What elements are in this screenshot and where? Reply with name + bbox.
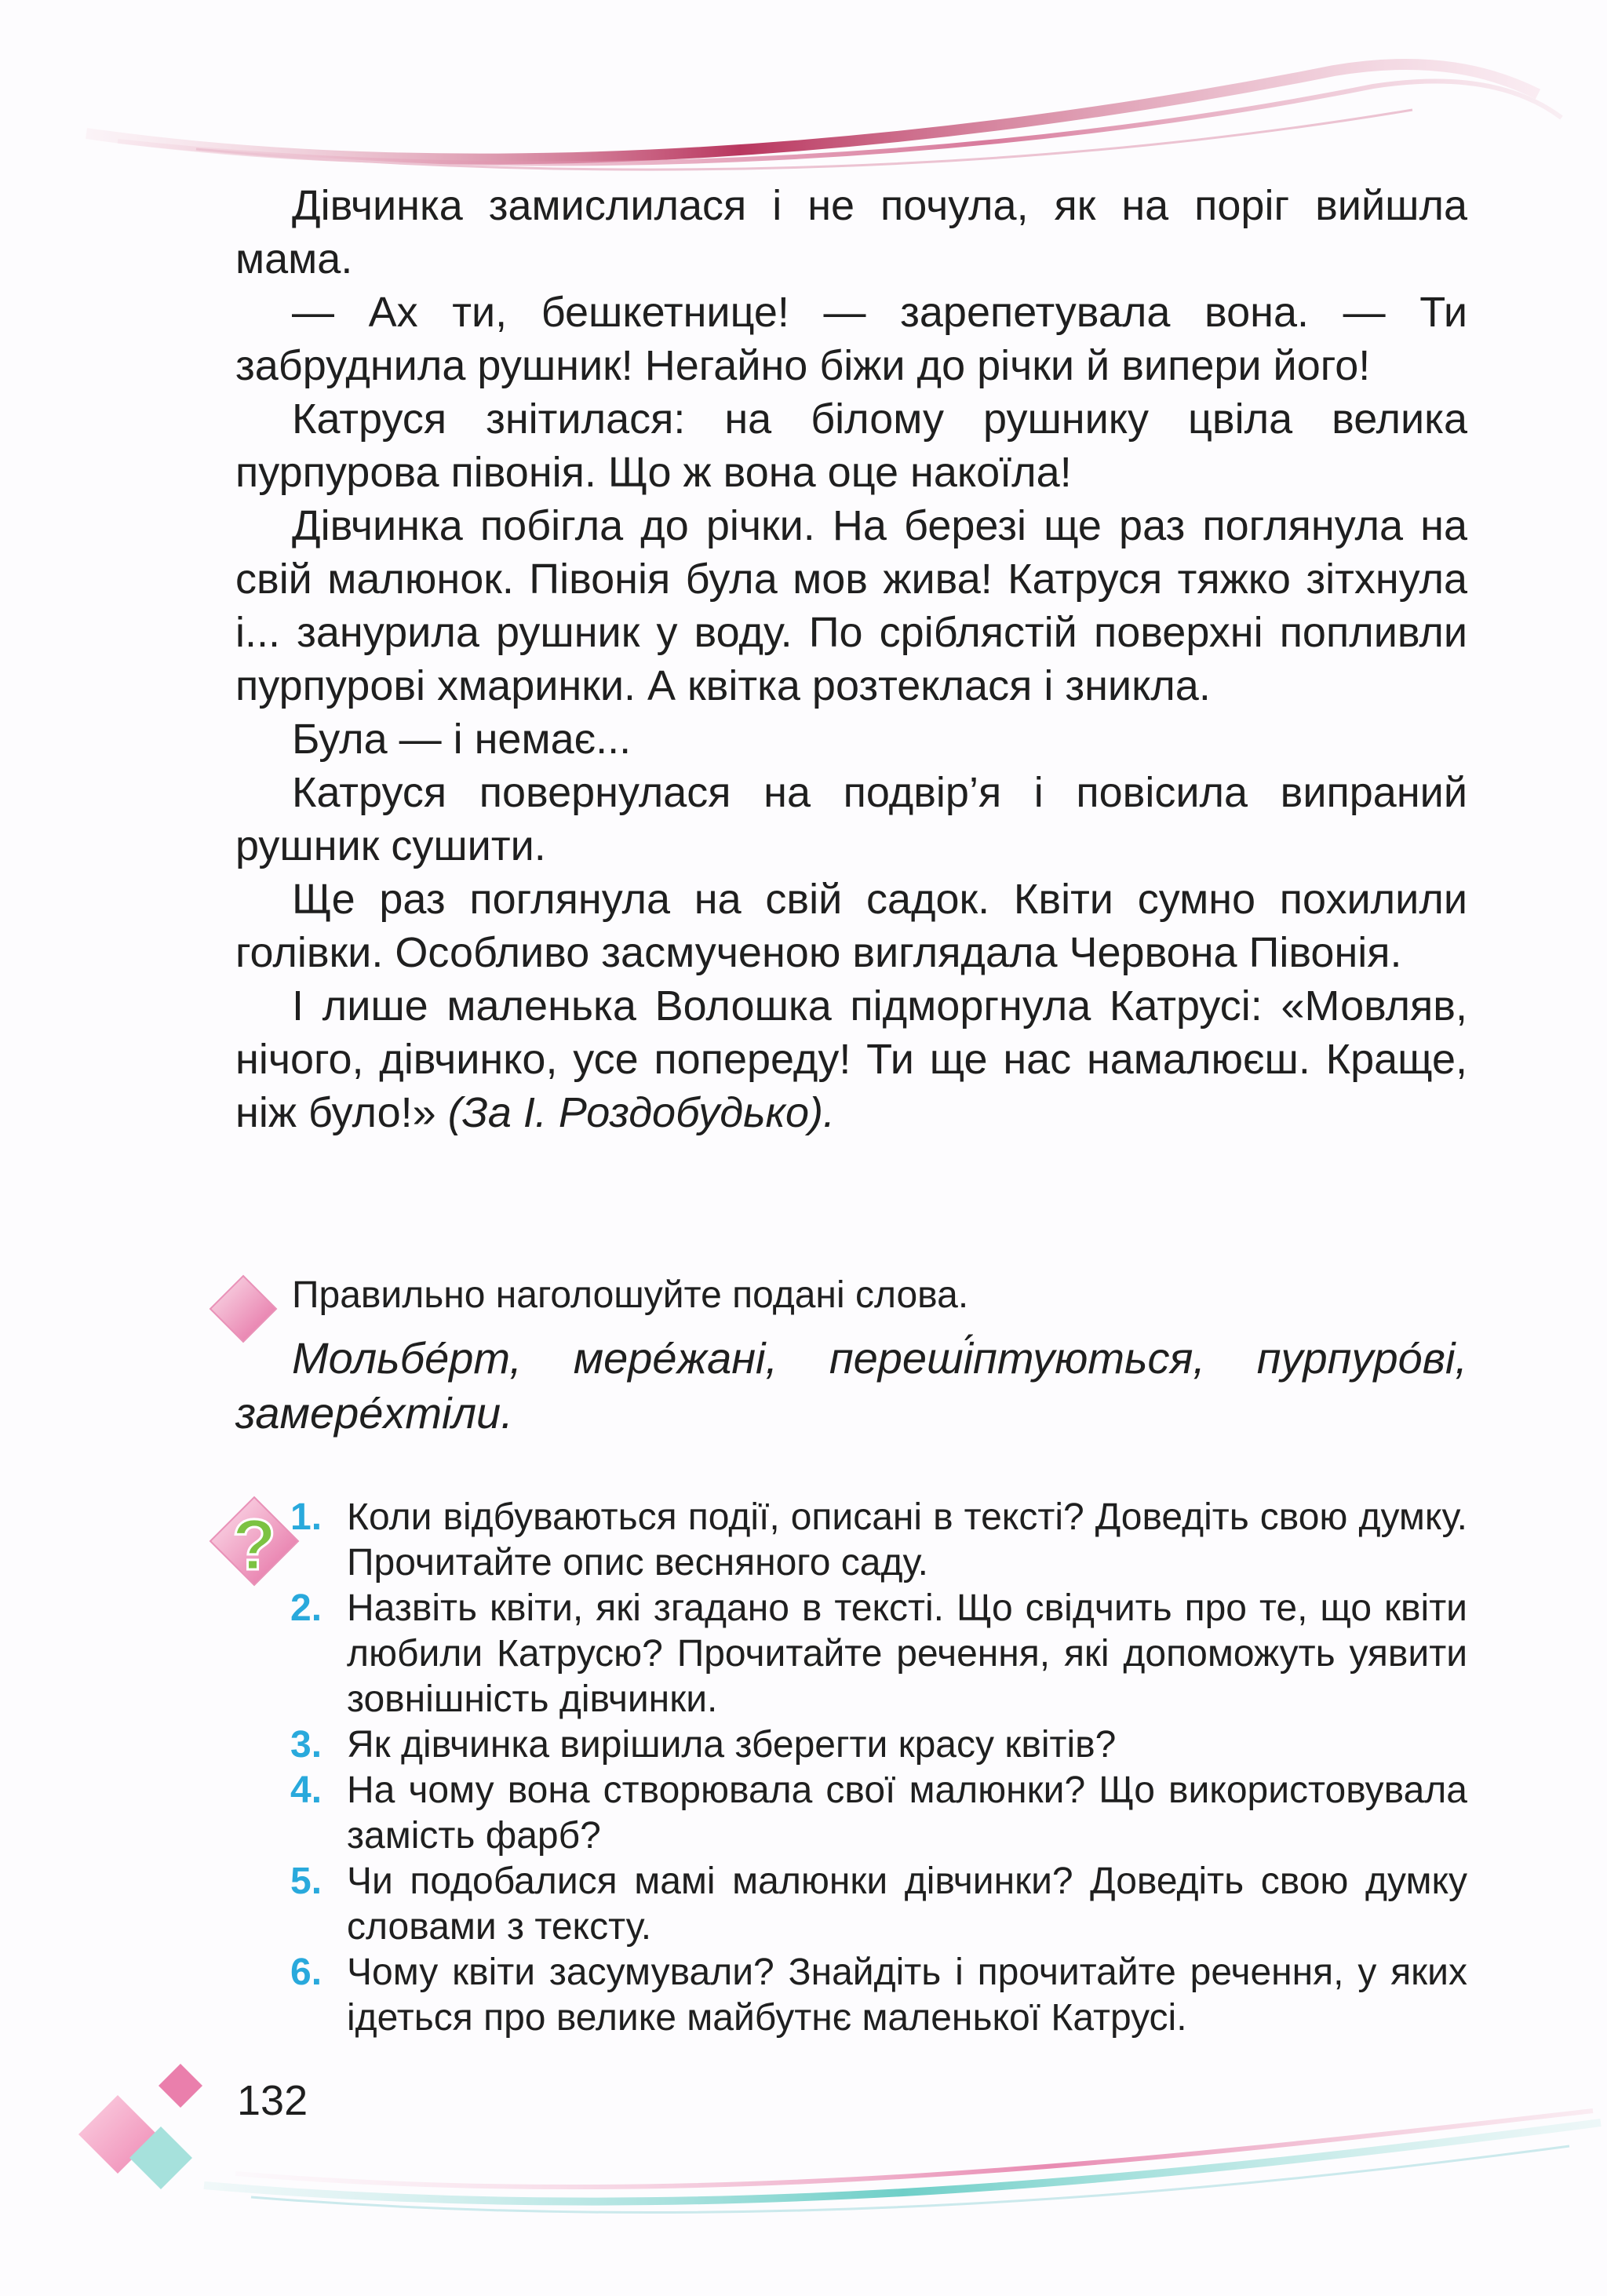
question-text: Чому квіти засумували? Знайдіть і прочитайте речення, у яких ідеться про велике майбутнє маленької Катрусі. bbox=[347, 1952, 1467, 2039]
question-item bbox=[290, 1495, 1467, 1586]
question-item bbox=[290, 1768, 1467, 1859]
question-number: 3. bbox=[290, 1724, 322, 1766]
question-text: На чому вона створювала свої малюнки? Що використовувала замість фарб? bbox=[347, 1769, 1467, 1857]
question-text: Як дівчинка вирішила зберегти красу квітів? bbox=[347, 1724, 1117, 1766]
story-last-text: І лише маленька Волошка підморгнула Катрусі: «Мовляв, нічого, дівчинко, усе попереду! Ти ще нас намалюєш. Краще, ніж було!» bbox=[235, 982, 1467, 1136]
story-paragraph: — Ах ти, бешкетнице! — зарепетувала вона. — Ти забруднила рушник! Негайно біжи до річки й випери його! bbox=[235, 289, 1467, 389]
question-text: Назвіть квіти, які згадано в тексті. Що свідчить про те, що квіти любили Катрусю? Прочитайте речення, які допоможуть уявити зовнішність дівчинки. bbox=[347, 1587, 1467, 1720]
question-number: 6. bbox=[290, 1952, 322, 1993]
page-number: 132 bbox=[237, 2077, 308, 2124]
story-attribution: (За І. Роздобудько). bbox=[447, 1089, 836, 1136]
question-number: 2. bbox=[290, 1587, 322, 1629]
task-words: Мольбе́рт, мере́жані, переші́птуються, пурпуро́ві, замере́хтіли. bbox=[235, 1333, 1467, 1438]
top-decorative-swoosh bbox=[0, 0, 1607, 204]
story-paragraph: Дівчинка побігла до річки. На березі ще раз поглянула на свій малюнок. Півонія була мов жива! Катруся тяжко зітхнула і... занурила рушник у воду. По сріблястій поверхні попливли пурпурові хмаринки. А квітка розтеклася і зникла. bbox=[235, 502, 1467, 709]
question-number: 5. bbox=[290, 1860, 322, 1902]
story-paragraph: Катруся повернулася на подвір’я і повісила випраний рушник сушити. bbox=[235, 769, 1467, 869]
question-item bbox=[290, 1586, 1467, 1722]
stress-task bbox=[235, 1271, 1467, 1441]
story-paragraph: Катруся знітилася: на білому рушнику цвіла велика пурпурова півонія. Що ж вона оце накоїла! bbox=[235, 395, 1467, 496]
task-instruction: Правильно наголошуйте подані слова. bbox=[292, 1274, 969, 1316]
question-item bbox=[290, 1950, 1467, 2041]
story-paragraph: Дівчинка замислилася і не почула, як на поріг вийшла мама. bbox=[235, 182, 1467, 282]
question-text: Чи подобалися мамі малюнки дівчинки? Доведіть свою думку словами з тексту. bbox=[347, 1860, 1467, 1948]
question-number: 4. bbox=[290, 1769, 322, 1811]
story-text bbox=[235, 179, 1467, 1139]
pink-square-small bbox=[159, 2064, 202, 2108]
question-text: Коли відбуваються події, описані в тексті? Доведіть свою думку. Прочитайте опис весняного саду. bbox=[347, 1496, 1467, 1584]
question-item bbox=[290, 1722, 1467, 1768]
questions-list bbox=[290, 1495, 1467, 2041]
svg-text:?: ? bbox=[231, 1505, 277, 1585]
story-paragraph: Була — і немає... bbox=[292, 716, 632, 763]
question-item bbox=[290, 1859, 1467, 1950]
story-paragraph-last bbox=[235, 979, 1467, 1139]
question-number: 1. bbox=[290, 1496, 322, 1538]
story-paragraph: Ще раз поглянула на свій садок. Квіти сумно похилили голівки. Особливо засмученою виглядала Червона Півонія. bbox=[235, 876, 1467, 976]
